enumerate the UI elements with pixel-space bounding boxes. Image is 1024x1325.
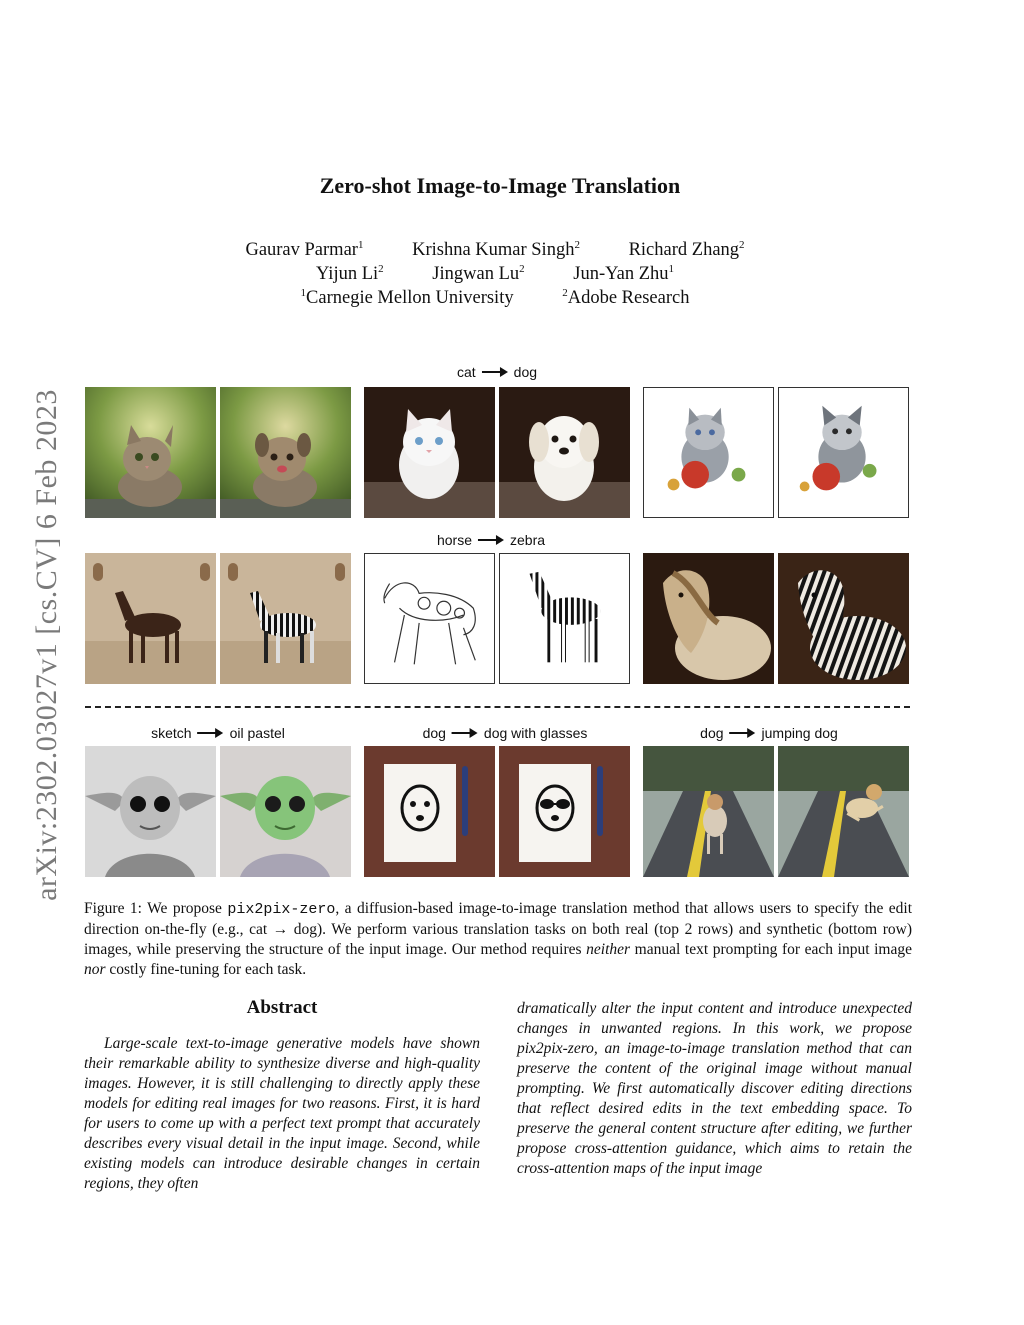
author: Gaurav Parmar$^1$ [245, 238, 364, 260]
image-synthetic-horse-drawing-input [364, 553, 495, 684]
author: Yijun Li$^2$ [315, 262, 384, 284]
abstract-left-column: Large-scale text-to-image generative models have shown their remarkable ability to synthesize diverse and high-quality images. However, it is still challenging to directly apply these models for editing real images for two reasons. First, it is hard for users to come up with a perfect text prompt that accurately describes every visual detail in the input image. Second, while existing models can introduce desirable changes in certain regions, they often [84, 1035, 480, 1192]
abstract-heading: Abstract [246, 997, 318, 1018]
caption-lead: Figure 1: [84, 900, 142, 917]
author: Krishna Kumar Singh$^2$ [412, 238, 580, 260]
image-synthetic-dog-road-jumping [778, 746, 909, 877]
image-synthetic-painted-horse-to-zebra [778, 553, 909, 684]
author: Jingwan Lu$^2$ [432, 262, 525, 284]
arrow-right-icon [730, 728, 756, 738]
image-synthetic-horse-drawing-to-zebra [499, 553, 630, 684]
affiliations-line [0, 288, 990, 309]
authors-line-2 [0, 264, 990, 285]
arrow-right-icon [198, 728, 224, 738]
real-synthetic-separator [85, 706, 910, 708]
image-real-kitten-input [85, 387, 216, 518]
author: Jun-Yan Zhu$^1$ [573, 262, 675, 284]
image-synthetic-dog-drawing-with-glasses [499, 746, 630, 877]
abstract-right-column: dramatically alter the input content and introduce unexpected changes in unwanted regions. In this work, we propose pix2pix-zero, an image-to-image translation method that can preserve the content of the original image without manual prompting. We first automatically discover editing directions that reflect desired edits in the text embedding space. To preserve the general content structure after editing, we further propose cross-attention guidance, which aims to retain the cross-attention maps of the input image [517, 1000, 912, 1177]
arxiv-side-stamp: arXiv:2302.03027v1 [cs.CV] 6 Feb 2023 [30, 389, 63, 901]
image-synthetic-yoda-sketch-input [85, 746, 216, 877]
image-real-white-kitten-to-dog [499, 387, 630, 518]
arrow-right-icon [452, 728, 478, 738]
paper-title: Zero-shot Image-to-Image Translation [319, 173, 681, 198]
image-synthetic-kitten-yarn-input [643, 387, 774, 518]
edit-label-dog-jumping: dog jumping dog [700, 725, 838, 741]
image-real-white-kitten-input [364, 387, 495, 518]
affiliation: $^1$Carnegie Mellon University [300, 286, 514, 308]
edit-label-horse-zebra: horse zebra [436, 532, 546, 548]
arrow-right-icon [478, 535, 504, 545]
image-synthetic-painted-horse-input [643, 553, 774, 684]
method-name: pix2pix-zero [227, 901, 336, 918]
edit-label-cat-dog: cat dog [456, 364, 538, 380]
authors-line-1 [0, 240, 990, 261]
arrow-right-icon [482, 367, 508, 377]
affiliation: $^2$Adobe Research [562, 286, 690, 308]
image-synthetic-yoda-oil-pastel [220, 746, 351, 877]
image-real-horse-to-zebra [220, 553, 351, 684]
image-synthetic-dog-drawing-input [364, 746, 495, 877]
author: Richard Zhang$^2$ [628, 238, 745, 260]
edit-label-sketch-oil-pastel: sketch oil pastel [151, 725, 285, 741]
image-real-kitten-to-dog [220, 387, 351, 518]
edit-label-dog-glasses: dog dog with glasses [422, 725, 588, 741]
image-synthetic-dog-road-input [643, 746, 774, 877]
image-synthetic-kitten-yarn-to-dog [778, 387, 909, 518]
image-real-horse-input [85, 553, 216, 684]
figure-caption: Figure 1: We propose pix2pix-zero, a diffusion-based image-to-image translation method that allows users to specify the edit direction on-the-fly (e.g., cat → dog). We perform various translation tasks on both real (top 2 rows) and synthetic (bottom row) images, while preserving the structure of the input image. Our method requires neither manual text prompting for each input image nor costly fine-tuning for each task. [84, 900, 913, 978]
